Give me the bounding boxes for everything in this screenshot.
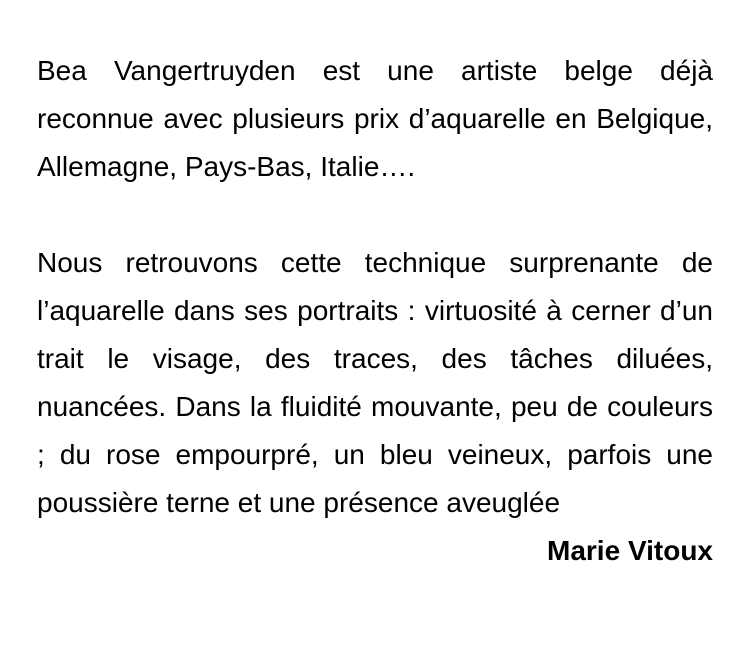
intro-paragraph: Bea Vangertruyden est une artiste belge déjà reconnue avec plusieurs prix d’aquarelle en Belgique, Allemagne, Pays-Bas, Italie…. [37,55,713,182]
description-paragraph: Nous retrouvons cette technique surprenante de l’aquarelle dans ses portraits : virtuosité à cerner d’un trait le visage, des traces, des tâches diluées, nuancées. Dans la fluidité mouvante, peu de couleurs ; du rose empourpré, un bleu veineux, parfois une poussière terne et une présence aveuglée [37,247,713,518]
article-text [37,47,713,575]
author-signature: Marie Vitoux [547,535,713,566]
